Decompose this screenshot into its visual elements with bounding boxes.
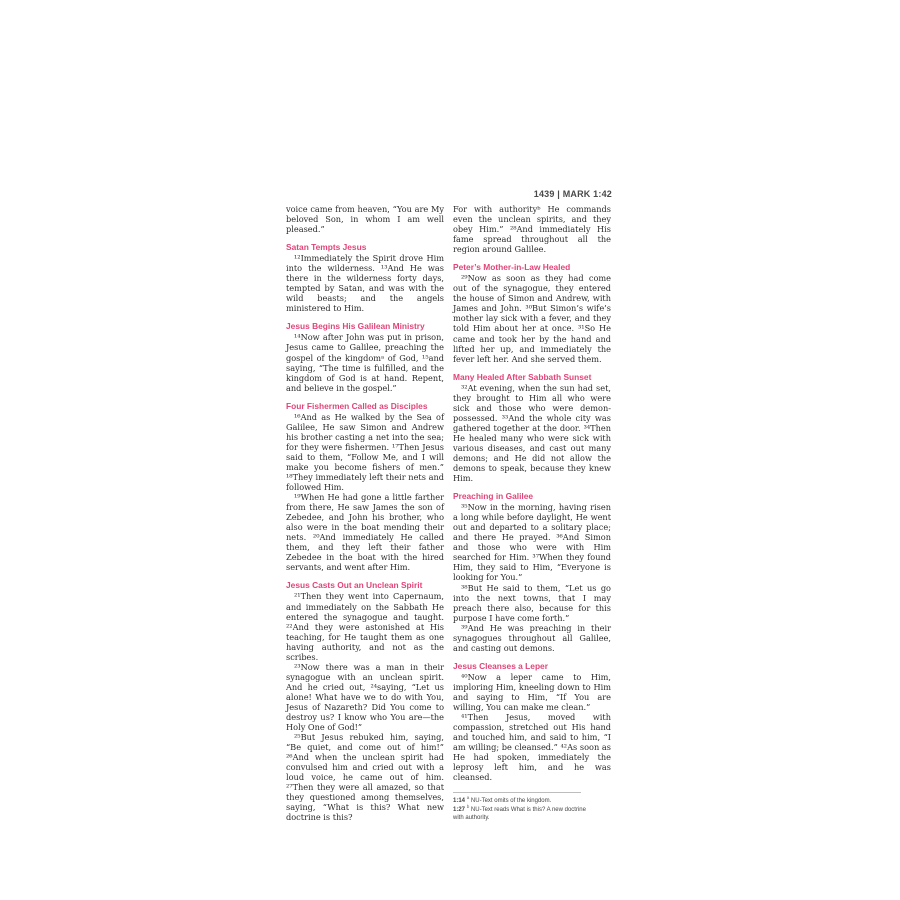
verse-paragraph: ³²At evening, when the sun had set, they brought to Him all who were sick and those who were demon-possessed. ³³And the whole city was gathered together at the door. ³⁴Then He healed many who were sick with various diseases, and cast out many demons; and He did not allow the demons to speak, because they knew Him. (453, 382, 611, 484)
section-heading: Many Healed After Sabbath Sunset (453, 371, 592, 382)
footnote-mark: a (466, 795, 470, 801)
verse-paragraph: ⁴¹Then Jesus, moved with compassion, stretched out His hand and touched him, and said to him, “I am willing; be cleansed.” ⁴²As soon as He had spoken, immediately the leprosy left him, and he was cleansed. (453, 712, 611, 783)
verse-paragraph: ³⁹And He was preaching in their synagogues throughout all Galilee, and casting out demons. (453, 622, 611, 653)
page-number: 1439 (533, 189, 555, 199)
footnote (453, 814, 581, 822)
verse-paragraph: ¹²Immediately the Spirit drove Him into the wilderness. ¹³And He was there in the wilderness forty days, tempted by Satan, and was with the wild beasts; and the angels ministered to Him. (286, 253, 444, 314)
verse-paragraph: ⁴⁰Now a leper came to Him, imploring Him, kneeling down to Him and saying to Him, “If You are willing, You can make me clean.” (453, 671, 611, 712)
footnote (453, 797, 581, 805)
section-heading: Satan Tempts Jesus (286, 242, 367, 253)
footnote-ref: 1:27 (453, 806, 466, 813)
footnote-text: NU-Text omits of the kingdom. (470, 798, 552, 805)
section-heading: Preaching in Galilee (453, 491, 534, 502)
footnote-text: with authority. (453, 815, 490, 822)
section-heading: Four Fishermen Called as Disciples (286, 400, 428, 411)
section-heading: Jesus Cleanses a Leper (453, 660, 548, 671)
right-column-body (453, 204, 611, 782)
footnotes (453, 792, 586, 822)
footnote (453, 803, 586, 814)
section-heading: Jesus Begins His Galilean Ministry (286, 321, 425, 332)
verse-paragraph: ²¹Then they went into Capernaum, and immediately on the Sabbath He entered the synagogue and taught. ²²And they were astonished at His teaching, for He taught them as one having authority, and not as the scribes. (286, 591, 444, 662)
verse-paragraph: For with authorityᵇ He commands even the unclean spirits, and they obey Him.” ²⁸And immediately His fame spread throughout all the region around Galilee. (453, 204, 611, 255)
verse-paragraph: ¹⁹When He had gone a little farther from there, He saw James the son of Zebedee, and John his brother, who also were in the boat mending their nets. ²⁰And immediately He called them, and they left their father Zebedee in the boat with the hired servants, and went after Him. (286, 492, 444, 573)
footnote-text: NU-Text reads What is this? A new doctrine (470, 806, 586, 813)
section-heading: Jesus Casts Out an Unclean Spirit (286, 580, 423, 591)
running-header (520, 189, 612, 199)
header-separator: | (557, 189, 560, 199)
verse-paragraph: ³⁸But He said to them, “Let us go into the next towns, that I may preach there also, because for this purpose I have come forth.” (453, 582, 611, 623)
verse-paragraph: ²³Now there was a man in their synagogue with an unclean spirit. And he cried out, ²⁴saying, “Let us alone! What have we to do with You, Jesus of Nazareth? Did You come to destroy us? I know who You are—the Holy One of God!” (286, 661, 444, 733)
footnote-mark: b (466, 803, 470, 809)
verse-paragraph: ²⁵But Jesus rebuked him, saying, “Be quiet, and come out of him!” ²⁶And when the unclean spirit had convulsed him and cried out with a loud voice, he came out of him. ²⁷Then they were all amazed, so that they questioned among themselves, saying, “What is this? What new doctrine is this? (286, 732, 444, 823)
verse-paragraph: ¹⁶And as He walked by the Sea of Galilee, He saw Simon and Andrew his brother casting a net into the sea; for they were fishermen. ¹⁷Then Jesus said to them, “Follow Me, and I will make you become fishers of men.” ¹⁸They immediately left their nets and followed Him. (286, 411, 444, 493)
verse-paragraph: ¹⁴Now after John was put in prison, Jesus came to Galilee, preaching the gospel of the kingdomᵃ of God, ¹⁵and saying, “The time is fulfilled, and the kingdom of God is at hand. Repent, and believe in the gospel.” (286, 332, 444, 393)
verse-paragraph: ²⁹Now as soon as they had come out of the synagogue, they entered the house of Simon and Andrew, with James and John. ³⁰But Simon’s wife’s mother lay sick with a fever, and they told Him about her at once. ³¹So He came and took her by the hand and lifted her up, and immediately the fever left her. And she served them. (453, 273, 611, 364)
verse-paragraph: voice came from heaven, “You are My beloved Son, in whom I am well pleased.” (286, 204, 444, 235)
chapter-reference: MARK 1:42 (562, 189, 612, 199)
section-heading: Peter’s Mother-in-Law Healed (453, 262, 571, 273)
right-text-column (453, 204, 611, 823)
verse-paragraph: ³⁵Now in the morning, having risen a long while before daylight, He went out and departed to a solitary place; and there He prayed. ³⁶And Simon and those who were with Him searched for Him. ³⁷When they found Him, they said to Him, “Everyone is looking for You.” (453, 502, 611, 583)
footnote-ref: 1:14 (453, 798, 466, 805)
left-text-column (286, 204, 444, 823)
